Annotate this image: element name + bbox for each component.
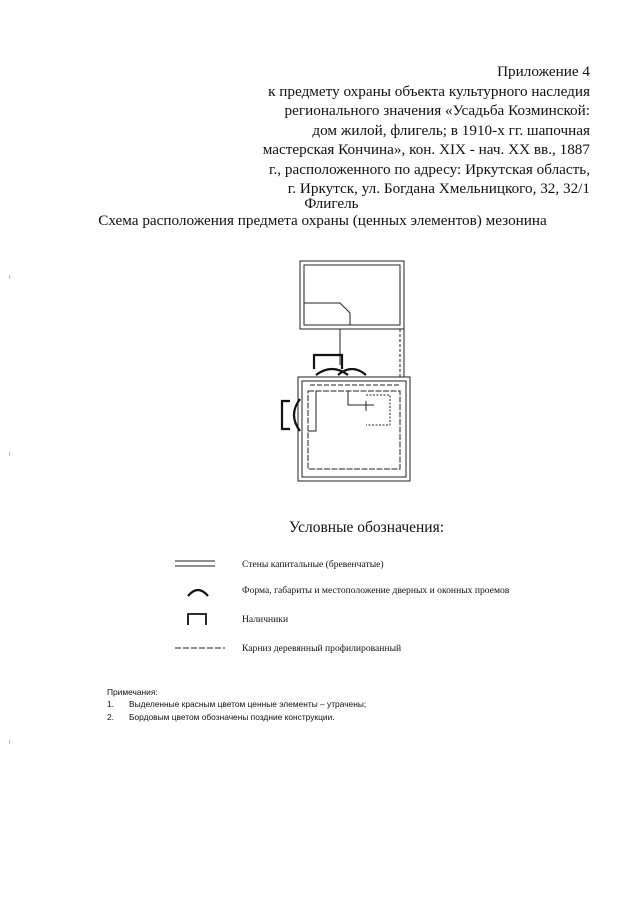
upper-room-outer-wall [300, 261, 404, 329]
note-text: Бордовым цветом обозначены поздние конструкции. [129, 711, 335, 722]
notes-block [107, 686, 366, 723]
legend-item-cornice: Карниз деревянный профилированный [242, 643, 402, 654]
appendix-line: г., расположенного по адресу: Иркутская область, [269, 160, 590, 178]
upper-room-partition [304, 303, 350, 325]
dashed-line-icon [175, 645, 225, 651]
lower-room-inner-wall [302, 381, 406, 477]
plan-title: Флигель [304, 195, 359, 212]
appendix-header [210, 62, 590, 199]
window-opening-arc [294, 399, 300, 431]
inner-partition [308, 391, 316, 431]
scan-edge-mark [9, 452, 10, 456]
legend-heading: Условные обозначения: [289, 519, 445, 536]
appendix-line: дом жилой, флигель; в 1910-х гг. шапочная [312, 121, 590, 139]
note-number: 2. [107, 711, 114, 722]
double-line-icon [175, 559, 215, 569]
window-opening-arc [338, 369, 366, 375]
notes-heading: Примечания: [107, 687, 158, 697]
note-item [107, 711, 366, 723]
window-surround-bracket [314, 355, 342, 369]
scan-edge-mark [9, 740, 10, 744]
appendix-line: Приложение 4 [497, 63, 590, 80]
window-surround-bracket [282, 401, 290, 429]
appendix-line: к предмету охраны объекта культурного наследия [268, 82, 590, 100]
floor-plan-diagram [270, 255, 420, 495]
appendix-line: регионального значения «Усадьба Козминской: [284, 102, 590, 119]
upper-room-inner-wall [304, 265, 400, 325]
note-number: 1. [107, 699, 114, 710]
appendix-line: мастерская Кончина», кон. XIX - нач. XX вв., 1887 [262, 141, 590, 158]
bracket-icon [186, 612, 208, 626]
plan-subtitle: Схема расположения предмета охраны (ценных элементов) мезонина [98, 212, 547, 229]
note-item [107, 698, 366, 710]
legend-item-openings: Форма, габариты и местоположение дверных и оконных проемов [242, 585, 510, 596]
note-text: Выделенные красным цветом ценные элементы – утрачены; [129, 699, 367, 710]
inner-partition [348, 391, 366, 405]
appendix-line: г. Иркутск, ул. Богдана Хмельницкого, 32, 32/1 [287, 180, 590, 197]
lower-room-outer-wall [298, 377, 410, 481]
inner-partition [366, 395, 390, 425]
legend-item-walls: Стены капитальные (бревенчатые) [242, 559, 384, 570]
legend-item-surrounds: Наличники [242, 614, 289, 625]
arc-icon [186, 585, 210, 597]
scan-edge-mark [9, 275, 10, 279]
lower-room-inner-box [308, 391, 400, 469]
